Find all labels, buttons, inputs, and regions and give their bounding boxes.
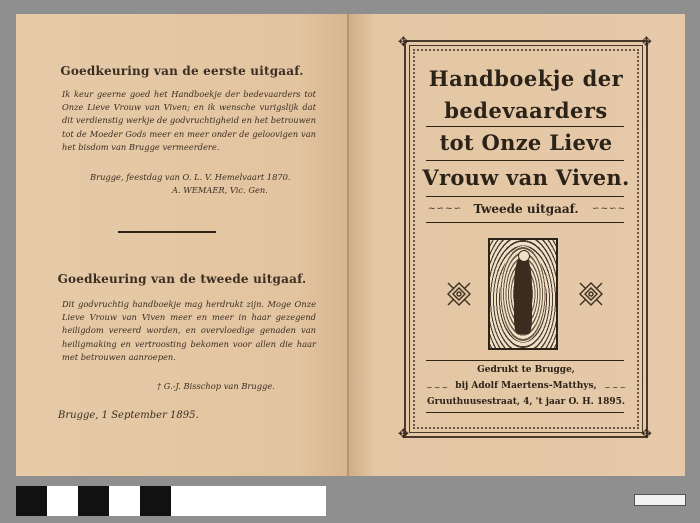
corner-ornament-icon: ✥ [398,35,409,50]
approval-paragraph-first: Ik keur geerne goed het Handboekje der bedevaarders tot Onze Lieve Vrouw van Viven; en ik wensche vurigslijk dat dit verdienstig werkje de godvruchtigheid en het betrouwen tot de Moeder Gods meer en meer onder de geloovigen van het bisdom van Brugge vermeerdere. [62,89,316,152]
title-line-3: tot Onze Lieve [439,130,613,155]
scroll-ornament-icon: ∽∽∽ [604,383,628,392]
title-rule [426,160,624,161]
title-rule [426,126,624,127]
archive-tag [634,494,686,506]
scroll-ornament-icon: ~∽~∽ [428,204,463,214]
title-line-1: Handboekje der [428,66,624,91]
title-line-4: Vrouw van Viven. [422,165,630,190]
signature-first-name: A. WEMAER, Vic. Gen. [172,185,268,195]
divider-rule [118,231,216,233]
approval-paragraph-second: Dit godvruchtig handboekje mag herdrukt zijn. Moge Onze Lieve Vrouw van Viven meer en meer in haar gezegend heiligdom vereerd worden, en overvloedige genaden van heiligmaking en vertroosting bekomen voor allen die haar met betrouwen aanroepen. [62,299,316,362]
scroll-ornament-icon: ∽∽∽ [426,383,450,392]
imprint-printer: bij Adolf Maertens-Matthys, [455,381,597,391]
corner-ornament-icon: ✥ [641,427,652,442]
scroll-ornament-icon: ∽~∽~ [592,204,627,214]
date-line: Brugge, 1 September 1895. [58,410,199,421]
madonna-engraving [488,238,558,350]
imprint-rule [426,412,624,413]
imprint-city: Gedrukt te Brugge, [477,365,575,375]
title-rule [426,196,624,197]
rosette-ornament-icon [578,281,604,307]
title-line-2: bedevaarders [444,98,608,123]
heading-first-edition: Goedkeuring van de eerste uitgaaf. [60,64,304,78]
left-page [16,14,348,476]
corner-ornament-icon: ✥ [398,427,409,442]
title-rule [426,222,624,223]
rosette-ornament-icon [446,281,472,307]
signature-first-place-date: Brugge, feestdag van O. L. V. Hemelvaart 1870. [90,172,291,182]
signature-second: † G.-J. Bisschop van Brugge. [157,381,275,391]
imprint-address-year: Gruuthuusestraat, 4, 't jaar O. H. 1895. [426,397,626,407]
corner-ornament-icon: ✥ [641,35,652,50]
imprint-rule [426,360,624,361]
color-calibration-strip [16,486,326,516]
edition-label: Tweede uitgaaf. [473,202,579,216]
heading-second-edition: Goedkeuring van de tweede uitgaaf. [57,272,307,286]
